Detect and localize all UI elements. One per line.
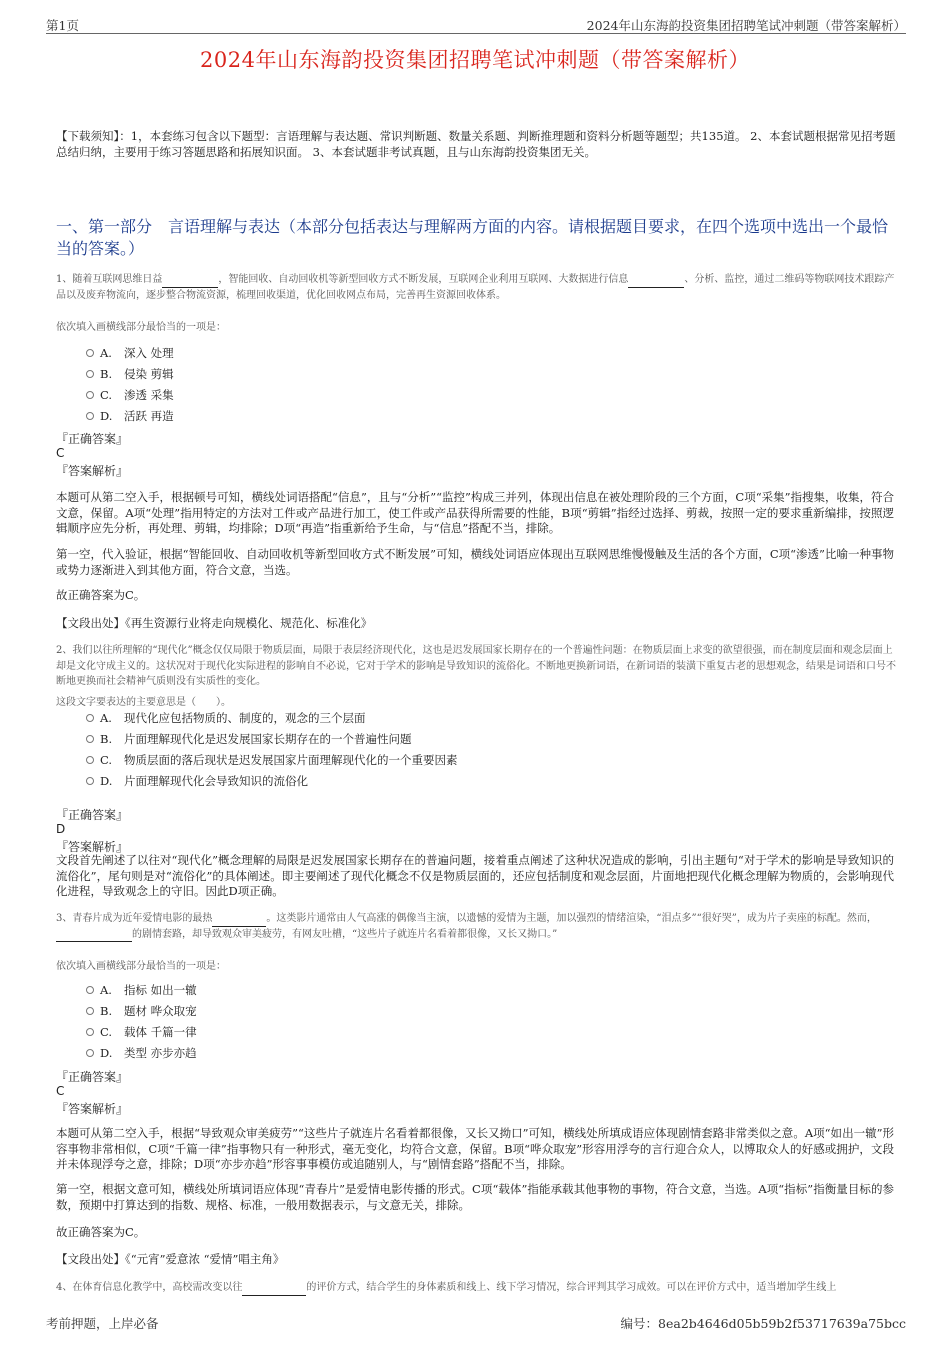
option-text: 指标 如出一辙 xyxy=(124,983,197,997)
option-key: A. xyxy=(100,983,112,997)
q3-source: 【文段出处】《“元宵”爱意浓 “爱情”唱主角》 xyxy=(56,1252,285,1266)
option-text: 侵染 剪辑 xyxy=(124,367,174,381)
q3-analysis-paragraph-2: 第一空，根据文意可知，横线处所填词语应体现“青春片”是爱情电影传播的形式。C项“载体”指能承载其他事物的事物，符合文意，当选。A项“指标”指衡量目标的参数，预期中打算达到的指数、规格、标准，一般用数据表示，与文意无关，排除。 xyxy=(56,1182,894,1212)
q1-correct-label: 『正确答案』 xyxy=(56,432,129,446)
option-text: 类型 亦步亦趋 xyxy=(124,1046,197,1060)
page-header xyxy=(46,14,906,34)
q2-option-a[interactable] xyxy=(86,710,366,728)
section-heading: 一、第一部分 言语理解与表达（本部分包括表达与理解两方面的内容。请根据题目要求，在四个选项中选出一个最恰当的答案。） xyxy=(56,217,889,258)
option-key: D. xyxy=(100,1046,113,1060)
option-key: C. xyxy=(100,753,113,767)
q1-answer: C xyxy=(56,446,65,460)
q3-analysis-paragraph-3: 故正确答案为C。 xyxy=(56,1225,146,1239)
q3-option-c[interactable] xyxy=(86,1024,197,1042)
option-key: A. xyxy=(100,346,112,360)
q4-stem-part-b: 的评价方式，结合学生的身体素质和线上、线下学习情况，综合评判其学习成效。可以在评价方式中，适当增加学生线上 xyxy=(306,1282,837,1293)
option-key: B. xyxy=(100,367,113,381)
footer-slogan: 考前押题，上岸必备 xyxy=(46,1316,159,1331)
option-text: 载体 千篇一律 xyxy=(124,1025,197,1039)
document-title: 2024年山东海韵投资集团招聘笔试冲刺题（带答案解析） xyxy=(200,48,750,72)
q3-option-a[interactable] xyxy=(86,982,197,1000)
q1-blank-2 xyxy=(628,277,684,288)
q1-option-a[interactable] xyxy=(86,345,174,363)
option-text: 物质层面的落后现状是迟发展国家片面理解现代化的一个重要因素 xyxy=(124,753,458,767)
radio-icon[interactable] xyxy=(86,370,94,378)
q1-option-d[interactable] xyxy=(86,408,174,426)
q2-answer: D xyxy=(56,822,66,836)
q1-analysis-paragraph-1: 本题可从第二空入手，根据顿号可知，横线处词语搭配“信息”，且与“分析”“监控”构成三并列，体现出信息在被处理阶段的三个方面，C项“采集”指搜集，收集，符合文意，保留。A项“处理”指用特定的方法对工件或产品进行加工，使工件或产品获得所需要的性能，B项“剪辑”指经过选择、剪裁，按照一定的要求重新编排，按照逻辑顺序应先分析，再处理、剪辑，均排除；D项“再造”指重新给予生命，与“信息”搭配不当，排除。 xyxy=(56,490,894,535)
q1-analysis-paragraph-2: 第一空，代入验证，根据“智能回收、自动回收机等新型回收方式不断发展”可知，横线处词语应体现出互联网思维慢慢触及生活的各个方面，C项“渗透”比喻一种事物或势力逐渐进入到其他方面，符合文意，当选。 xyxy=(56,547,894,577)
option-text: 现代化应包括物质的、制度的，观念的三个层面 xyxy=(124,711,366,725)
q1-stem-part-a: 1、随着互联网思维日益 xyxy=(56,274,163,285)
q3-option-d[interactable] xyxy=(86,1045,197,1063)
q4-stem-part-a: 4、在体育信息化教学中，高校需改变以往 xyxy=(56,1282,243,1293)
radio-icon[interactable] xyxy=(86,735,94,743)
header-doc-title: 2024年山东海韵投资集团招聘笔试冲刺题（带答案解析） xyxy=(586,18,906,33)
option-key: C. xyxy=(100,1025,113,1039)
radio-icon[interactable] xyxy=(86,777,94,785)
q3-analysis-paragraph-1: 本题可从第二空入手，根据“导致观众审美疲劳”“这些片子就连片名看着都很像，又长又拗口”可知，横线处所填成语应体现剧情套路非常类似之意。A项“如出一辙”形容事物非常相似，C项“千篇一律”指事物只有一种形式，毫无变化，均符合文意，保留。B项“哗众取宠”形容用浮夸的言行迎合众人，以博取众人的好感或拥护，文段并未体现浮夸之意，排除；D项“亦步亦趋”形容事事模仿或追随别人，与“剧情套路”搭配不当，排除。 xyxy=(56,1126,894,1171)
q3-option-b[interactable] xyxy=(86,1003,197,1021)
q2-prompt: 这段文字要表达的主要意思是（ ）。 xyxy=(56,697,231,708)
radio-icon[interactable] xyxy=(86,714,94,722)
q3-stem-part-a: 3、青春片成为近年爱情电影的最热 xyxy=(56,913,213,924)
radio-icon[interactable] xyxy=(86,1007,94,1015)
option-text: 片面理解现代化会导致知识的流俗化 xyxy=(124,774,308,788)
option-key: C. xyxy=(100,388,113,402)
q1-option-c[interactable] xyxy=(86,387,174,405)
radio-icon[interactable] xyxy=(86,412,94,420)
q3-blank-2 xyxy=(56,931,132,942)
q3-stem-part-b: 。这类影片通常由人气高涨的偶像当主演，以遗憾的爱情为主题，加以强烈的情绪渲染，“泪点多”“很好哭”，成为片子卖座的标配。然而， xyxy=(266,913,877,924)
radio-icon[interactable] xyxy=(86,756,94,764)
option-text: 题材 哗众取宠 xyxy=(124,1004,197,1018)
radio-icon[interactable] xyxy=(86,1028,94,1036)
question-2-stem: 2、我们以往所理解的“现代化”概念仅仅局限于物质层面，局限于表层经济现代化，这也是迟发展国家长期存在的一个普遍性问题：在物质层面上求变的欲望很强，而在制度层面和观念层面上却是文化守成主义的。这状况对于现代化实际进程的影响自不必说，它对于学术的影响是导致知识的流俗化。不断地更换新词语，在新词语的装潢下重复古老的思想观念，结果是词语和口号不断地更换而社会精神气质则没有实质性的变化。 xyxy=(56,645,896,687)
option-text: 深入 处理 xyxy=(124,346,174,360)
q1-option-b[interactable] xyxy=(86,366,174,384)
q2-option-c[interactable] xyxy=(86,752,458,770)
option-key: B. xyxy=(100,1004,113,1018)
q2-correct-label: 『正确答案』 xyxy=(56,808,129,822)
q2-analysis-label: 『答案解析』 xyxy=(56,840,129,854)
question-4-stem xyxy=(56,1280,900,1296)
q2-analysis-paragraph: 文段首先阐述了以往对“现代化”概念理解的局限是迟发展国家长期存在的普遍问题，接着重点阐述了这种状况造成的影响，引出主题句“对于学术的影响是导致知识的流俗化”，尾句则是对“流俗化”的具体阐述。即主要阐述了现代化概念不仅是物质层面的，还应包括制度和观念层面，片面地把现代化概念理解为物质的，会影响现代化进程，导致观念上的守旧。因此D项正确。 xyxy=(56,853,894,898)
option-text: 活跃 再造 xyxy=(124,409,174,423)
footer-code: 编号：8ea2b4646d05b59b2f53717639a75bcc xyxy=(620,1316,906,1331)
q2-option-d[interactable] xyxy=(86,773,308,791)
q1-source: 【文段出处】《再生资源行业将走向规模化、规范化、标准化》 xyxy=(56,616,373,630)
q3-blank-1 xyxy=(212,916,266,927)
q1-analysis-paragraph-3: 故正确答案为C。 xyxy=(56,588,146,602)
download-notice: 【下载须知】：1，本套练习包含以下题型：言语理解与表达题、常识判断题、数量关系题、判断推理题和资料分析题等题型；共135道。 2、本套试题根据常见招考题总结归纳，主要用于练习答题思路和拓展知识面。 3、本套试题非考试真题，且与山东海韵投资集团无关。 xyxy=(56,129,896,159)
q2-option-b[interactable] xyxy=(86,731,412,749)
option-text: 片面理解现代化是迟发展国家长期存在的一个普遍性问题 xyxy=(124,732,412,746)
option-key: B. xyxy=(100,732,113,746)
q3-correct-label: 『正确答案』 xyxy=(56,1070,129,1084)
q3-stem-part-c: 的剧情套路，却导致观众审美疲劳，有网友吐槽，“这些片子就连片名看着都很像，又长又拗口。” xyxy=(132,928,558,940)
question-1-stem xyxy=(56,272,900,303)
radio-icon[interactable] xyxy=(86,349,94,357)
option-key: A. xyxy=(100,711,112,725)
q3-answer: C xyxy=(56,1084,65,1098)
q4-blank-1 xyxy=(242,1285,306,1296)
page-number: 第1页 xyxy=(46,18,79,33)
radio-icon[interactable] xyxy=(86,1049,94,1057)
option-text: 渗透 采集 xyxy=(124,388,174,402)
q3-analysis-label: 『答案解析』 xyxy=(56,1102,129,1116)
q1-analysis-label: 『答案解析』 xyxy=(56,464,129,478)
radio-icon[interactable] xyxy=(86,391,94,399)
q3-prompt: 依次填入画横线部分最恰当的一项是： xyxy=(56,961,226,972)
q1-prompt: 依次填入画横线部分最恰当的一项是： xyxy=(56,322,226,333)
option-key: D. xyxy=(100,409,113,423)
q1-stem-part-c: 、分析、监控，通过二维码等物联网技术跟踪产品以及废弃物流向，逐步整合物流资源，梳理回收渠道，优化回收网点布局，完善再生资源回收体系。 xyxy=(56,274,895,301)
radio-icon[interactable] xyxy=(86,986,94,994)
question-3-stem xyxy=(56,911,900,942)
option-key: D. xyxy=(100,774,113,788)
q1-stem-part-b: ，智能回收、自动回收机等新型回收方式不断发展，互联网企业利用互联网、大数据进行信息 xyxy=(218,274,629,285)
q1-blank-1 xyxy=(162,277,218,288)
